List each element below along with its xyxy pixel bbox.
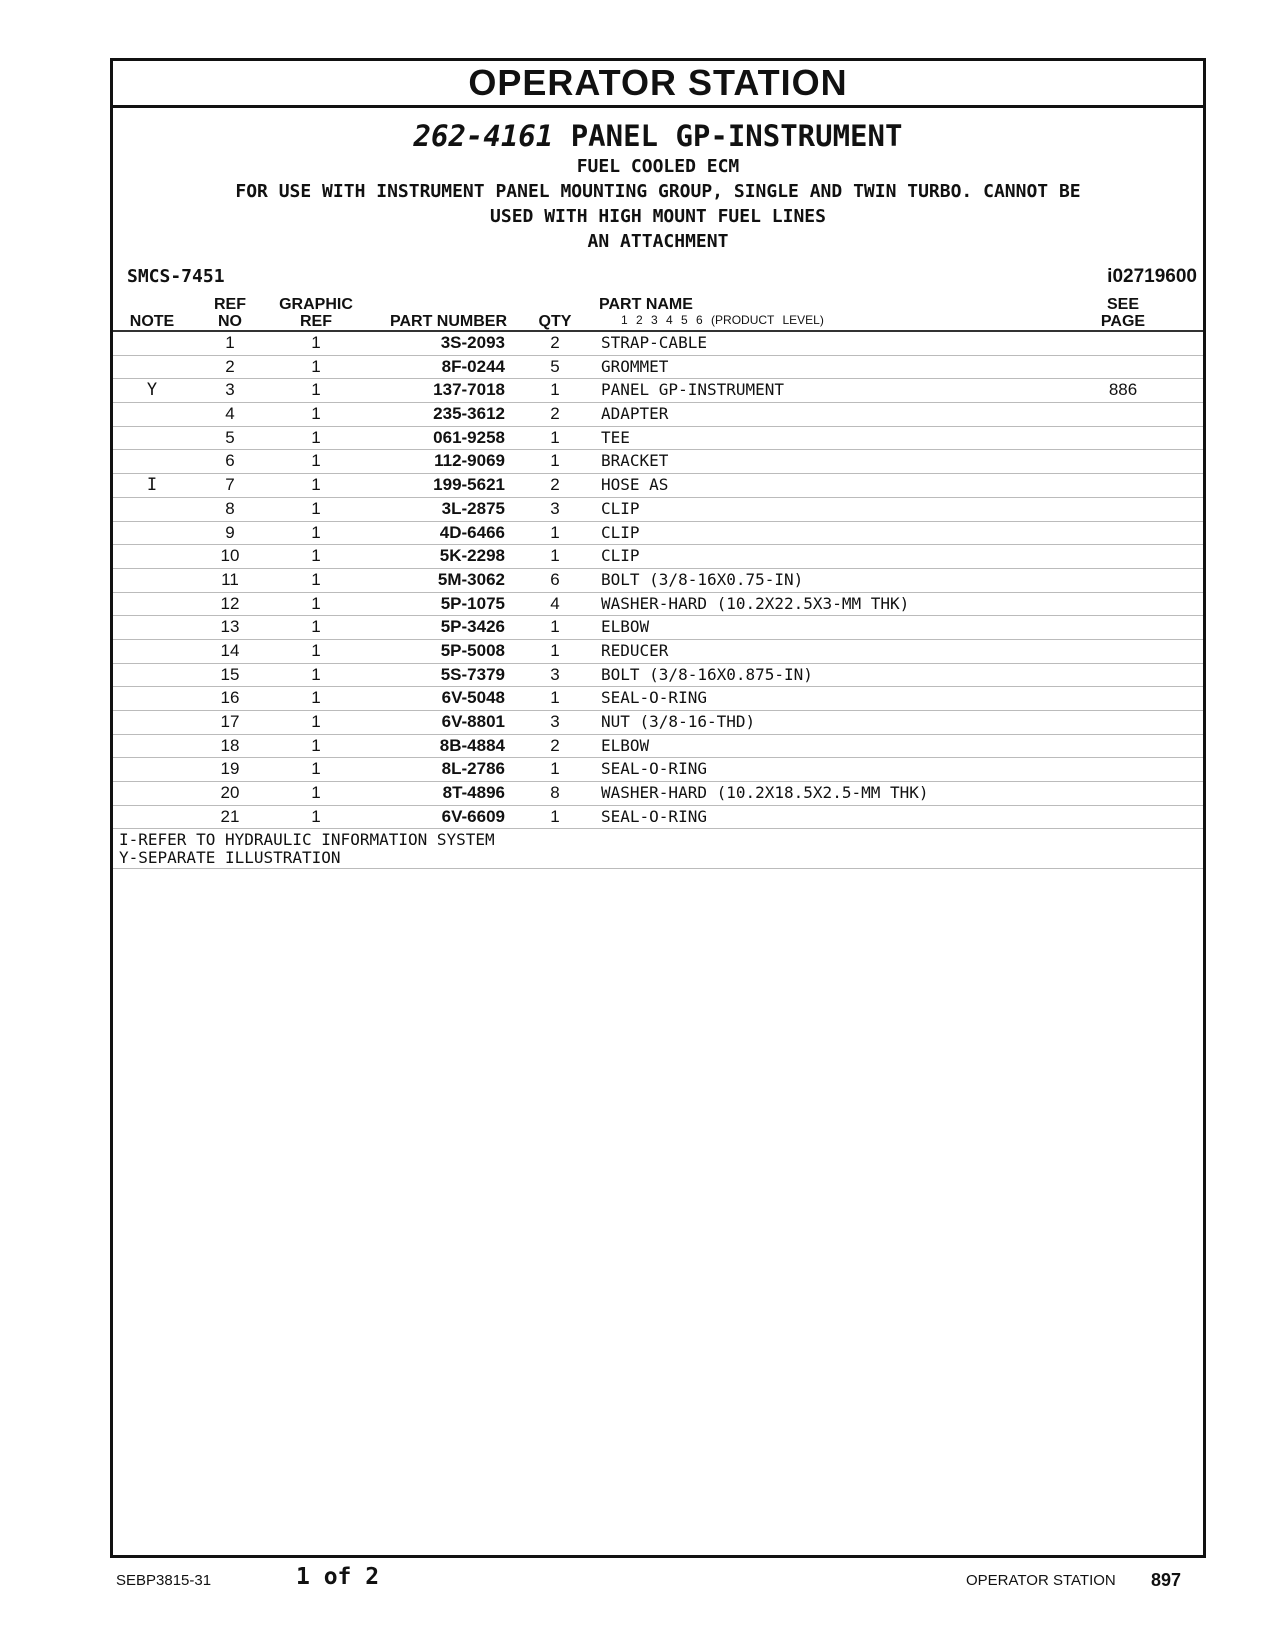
- part-name-cell: WASHER-HARD (10.2X22.5X3-MM THK): [601, 593, 910, 613]
- description-line: FOR USE WITH INSTRUMENT PANEL MOUNTING GROUP, SINGLE AND TWIN TURBO. CANNOT BE: [235, 181, 1081, 202]
- graphic-ref-cell: 1: [311, 640, 321, 660]
- qty-cell: 3: [550, 664, 560, 684]
- page-footer: [0, 1560, 1275, 1600]
- description-line: USED WITH HIGH MOUNT FUEL LINES: [490, 206, 826, 227]
- qty-cell: 1: [550, 688, 560, 708]
- page-of: 1 of 2: [296, 1564, 380, 1590]
- part-name-cell: SEAL-O-RING: [601, 759, 707, 779]
- ref-no-cell: 16: [220, 688, 240, 708]
- part-number-cell: 5S-7379: [440, 664, 505, 684]
- part-number-cell: 235-3612: [433, 404, 505, 424]
- ref-no-cell: 21: [220, 806, 240, 826]
- part-name-cell: SEAL-O-RING: [601, 688, 707, 708]
- qty-cell: 1: [550, 617, 560, 637]
- table-row: [113, 379, 1203, 403]
- smcs-code: SMCS-7451: [127, 266, 225, 287]
- part-number-cell: 6V-8801: [441, 712, 505, 731]
- part-name-cell: PANEL GP-INSTRUMENT: [601, 380, 785, 400]
- description-line: AN ATTACHMENT: [587, 231, 729, 252]
- graphic-ref-cell: 1: [311, 404, 321, 424]
- ref-no-cell: 15: [220, 664, 240, 684]
- ref-no-cell: 4: [225, 404, 235, 424]
- part-number-cell: 137-7018: [433, 380, 505, 400]
- table-row: [113, 758, 1203, 782]
- graphic-ref-cell: 1: [311, 806, 321, 826]
- qty-cell: 1: [550, 427, 560, 447]
- graphic-ref-cell: 1: [311, 759, 321, 779]
- graphic-ref-cell: 1: [311, 498, 321, 518]
- part-name-title: PANEL GP-INSTRUMENT: [570, 119, 903, 153]
- table-row: [113, 711, 1203, 735]
- graphic-ref-cell: 1: [311, 475, 321, 495]
- part-name-cell: ELBOW: [601, 617, 650, 637]
- qty-cell: 6: [550, 569, 560, 589]
- part-name-cell: CLIP: [601, 546, 640, 566]
- table-row: [113, 735, 1203, 759]
- part-number-cell: 5P-5008: [440, 640, 505, 660]
- part-name-cell: WASHER-HARD (10.2X18.5X2.5-MM THK): [601, 783, 929, 803]
- part-name-cell: GROMMET: [601, 356, 669, 376]
- part-number-cell: 8T-4896: [442, 783, 505, 803]
- graphic-ref-cell: 1: [311, 664, 321, 684]
- qty-cell: 1: [550, 451, 560, 471]
- part-number-cell: 8B-4884: [439, 735, 505, 755]
- part-number-cell: 112-9069: [434, 451, 505, 471]
- part-header: [113, 118, 1203, 254]
- graphic-ref-cell: 1: [311, 522, 321, 542]
- document-id: SEBP3815-31: [116, 1572, 212, 1589]
- column-header-see-bottom: PAGE: [1100, 313, 1146, 330]
- ref-no-cell: 20: [220, 783, 240, 803]
- graphic-ref-cell: 1: [311, 617, 321, 637]
- ref-no-cell: 18: [220, 735, 240, 755]
- ref-no-cell: 7: [225, 475, 235, 495]
- table-row: [113, 687, 1203, 711]
- part-number-cell: 3S-2093: [440, 333, 505, 352]
- part-number-cell: 5M-3062: [437, 569, 505, 589]
- identifier-row: [113, 262, 1203, 292]
- part-name-cell: BOLT (3/8-16X0.875-IN): [601, 664, 813, 684]
- graphic-ref-cell: 1: [311, 356, 321, 376]
- table-row: [113, 498, 1203, 522]
- graphic-ref-cell: 1: [311, 593, 321, 613]
- qty-cell: 5: [550, 356, 560, 376]
- column-header-ref-top: REF: [214, 296, 246, 313]
- table-row: [113, 616, 1203, 640]
- part-name-cell: BRACKET: [601, 451, 669, 471]
- part-number-cell: 3L-2875: [441, 498, 505, 518]
- description-line: FUEL COOLED ECM: [576, 156, 740, 177]
- ref-no-cell: 11: [221, 569, 239, 589]
- table-row: [113, 782, 1203, 806]
- table-row: [113, 593, 1203, 617]
- column-header-ref-bottom: NO: [218, 313, 242, 330]
- section-title: OPERATOR STATION: [113, 61, 1203, 108]
- qty-cell: 2: [550, 735, 560, 755]
- qty-cell: 3: [550, 712, 560, 731]
- part-number-cell: 5P-3426: [440, 617, 505, 637]
- graphic-ref-cell: 1: [311, 546, 321, 566]
- ref-no-cell: 1: [225, 333, 235, 352]
- ref-no-cell: 9: [225, 522, 235, 542]
- qty-cell: 1: [550, 640, 560, 660]
- part-name-cell: STRAP-CABLE: [601, 333, 707, 352]
- part-number-cell: 5K-2298: [439, 546, 505, 566]
- table-row: [113, 569, 1203, 593]
- table-row: [113, 450, 1203, 474]
- table-row: [113, 427, 1203, 451]
- qty-cell: 2: [550, 475, 560, 495]
- table-row: [113, 664, 1203, 688]
- table-row: [113, 356, 1203, 380]
- part-number-title: 262-4161: [413, 119, 554, 153]
- part-name-cell: CLIP: [601, 522, 640, 542]
- qty-cell: 2: [550, 404, 560, 424]
- column-header-part-name: PART NAME: [599, 296, 693, 313]
- part-name-cell: NUT (3/8-16-THD): [601, 712, 756, 731]
- column-header-graphic-bottom: REF: [300, 313, 332, 330]
- part-number-cell: 6V-6609: [441, 806, 505, 826]
- graphic-ref-cell: 1: [311, 712, 321, 731]
- table-row: [113, 522, 1203, 546]
- ref-no-cell: 3: [225, 380, 235, 400]
- qty-cell: 1: [550, 522, 560, 542]
- see-page-cell: 886: [1108, 380, 1138, 400]
- column-header-note: NOTE: [129, 313, 175, 330]
- ref-no-cell: 6: [225, 451, 235, 471]
- part-name-cell: TEE: [601, 427, 630, 447]
- qty-cell: 1: [550, 806, 560, 826]
- column-header-part-number: PART NUMBER: [389, 313, 507, 330]
- part-number-cell: 6V-5048: [441, 688, 505, 708]
- column-header-see-top: SEE: [1106, 296, 1139, 313]
- table-row: [113, 545, 1203, 569]
- table-row: [113, 474, 1203, 498]
- part-name-cell: BOLT (3/8-16X0.75-IN): [601, 569, 804, 589]
- ref-no-cell: 14: [220, 640, 240, 660]
- part-number-cell: 4D-6466: [439, 522, 505, 542]
- part-name-cell: CLIP: [601, 498, 640, 518]
- graphic-ref-cell: 1: [311, 688, 321, 708]
- part-number-cell: 5P-1075: [440, 593, 505, 613]
- qty-cell: 1: [550, 759, 560, 779]
- note-cell: I: [146, 475, 158, 496]
- part-number-cell: 8L-2786: [441, 759, 505, 779]
- part-title-line: [113, 118, 1203, 154]
- ref-no-cell: 2: [225, 356, 235, 376]
- part-name-cell: SEAL-O-RING: [601, 806, 707, 826]
- note-line: Y-SEPARATE ILLUSTRATION: [119, 848, 341, 868]
- graphic-ref-cell: 1: [311, 451, 321, 471]
- qty-cell: 2: [550, 333, 560, 352]
- part-name-cell: ADAPTER: [601, 404, 669, 424]
- footer-section: OPERATOR STATION: [966, 1572, 1116, 1589]
- parts-list-frame: [110, 58, 1206, 1558]
- part-number-cell: 8F-0244: [441, 356, 505, 376]
- parts-table-body: [113, 332, 1203, 829]
- part-number-cell: 199-5621: [433, 475, 505, 495]
- ref-no-cell: 17: [220, 712, 240, 731]
- column-header-graphic-top: GRAPHIC: [279, 296, 353, 313]
- ref-no-cell: 13: [220, 617, 240, 637]
- page-number: 897: [1151, 1570, 1182, 1590]
- notes-section: [113, 829, 1203, 869]
- ref-no-cell: 12: [220, 593, 240, 613]
- part-name-cell: REDUCER: [601, 640, 669, 660]
- graphic-ref-cell: 1: [311, 735, 321, 755]
- qty-cell: 8: [550, 783, 560, 803]
- column-header-qty: QTY: [538, 313, 572, 330]
- illustration-id: i02719600: [1107, 266, 1197, 287]
- note-line: I-REFER TO HYDRAULIC INFORMATION SYSTEM: [119, 830, 495, 850]
- ref-no-cell: 8: [225, 498, 235, 518]
- qty-cell: 1: [550, 546, 560, 566]
- table-row: [113, 332, 1203, 356]
- qty-cell: 4: [550, 593, 560, 613]
- note-cell: Y: [146, 380, 158, 401]
- qty-cell: 3: [550, 498, 560, 518]
- part-number-cell: 061-9258: [433, 427, 505, 447]
- graphic-ref-cell: 1: [311, 380, 321, 400]
- part-name-cell: HOSE AS: [601, 475, 669, 495]
- ref-no-cell: 10: [220, 546, 240, 566]
- table-row: [113, 806, 1203, 830]
- table-row: [113, 640, 1203, 664]
- graphic-ref-cell: 1: [311, 333, 321, 352]
- table-row: [113, 403, 1203, 427]
- graphic-ref-cell: 1: [311, 427, 321, 447]
- table-header: [113, 292, 1203, 332]
- ref-no-cell: 19: [220, 759, 240, 779]
- product-level-labels: 1 2 3 4 5 6 (PRODUCT LEVEL): [621, 313, 824, 327]
- graphic-ref-cell: 1: [311, 783, 321, 803]
- ref-no-cell: 5: [225, 427, 235, 447]
- qty-cell: 1: [550, 380, 560, 400]
- part-name-cell: ELBOW: [601, 735, 650, 755]
- graphic-ref-cell: 1: [311, 569, 321, 589]
